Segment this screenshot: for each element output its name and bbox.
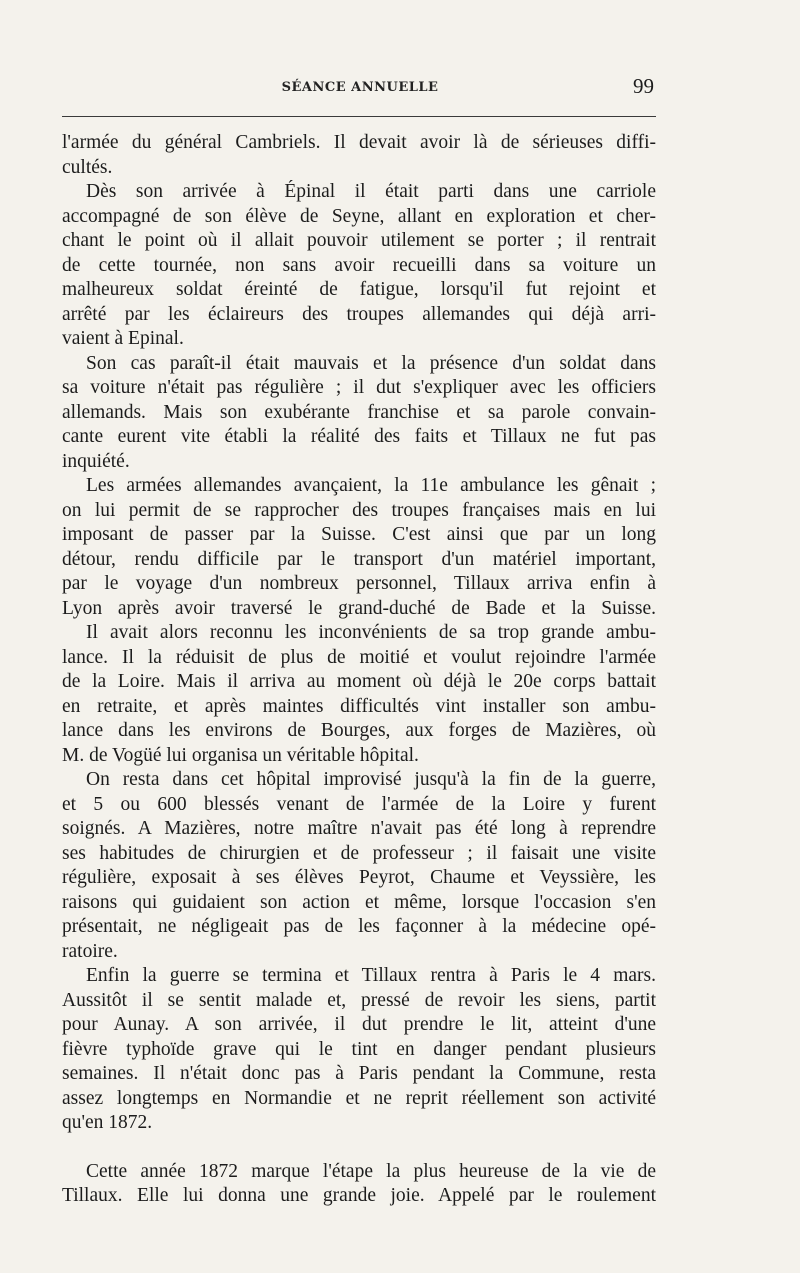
text-line: lance dans les environs de Bourges, aux forges de Mazières, où [62, 720, 656, 741]
text-line: fièvre typhoïde grave qui le tint en danger pendant plusieurs [62, 1038, 656, 1060]
text-line: par le voyage d'un nombreux personnel, Tillaux arriva enfin à [62, 573, 656, 594]
text-line: on lui permit de se rapprocher des troupes françaises mais en lui [62, 499, 656, 521]
text-line: Cette année 1872 marque l'étape la plus heureuse de la vie de [86, 1160, 656, 1182]
page-number: 99 [633, 74, 654, 98]
text-line: On resta dans cet hôpital improvisé jusqu'à la fin de la guerre, [86, 769, 656, 790]
text-line: de la Loire. Mais il arriva au moment où déjà le 20e corps battait [62, 671, 656, 692]
text-line: Son cas paraît-il était mauvais et la présence d'un soldat dans [86, 352, 656, 374]
text-line: semaines. Il n'était donc pas à Paris pendant la Commune, resta [62, 1063, 656, 1084]
text-line: pour Aunay. A son arrivée, il dut prendre le lit, atteint d'une [62, 1014, 656, 1035]
text-line: chant le point où il allait pouvoir utilement se porter ; il rentrait [62, 230, 656, 251]
text-line: Dès son arrivée à Épinal il était parti dans une carriole [86, 181, 656, 202]
text-line: présentait, ne négligeait pas de les façonner à la médecine opé- [62, 916, 656, 937]
text-line: allemands. Mais son exubérante franchise et sa parole convain- [62, 401, 656, 423]
text-line: Lyon après avoir traversé le grand-duché de Bade et la Suisse. [62, 597, 656, 619]
text-line: Tillaux. Elle lui donna une grande joie. Appelé par le roulement [62, 1185, 656, 1206]
text-line: raisons qui guidaient son action et même, lorsque l'occasion s'en [62, 891, 656, 913]
text-line: imposant de passer par la Suisse. C'est ainsi que par un long [62, 524, 656, 545]
text-line: sa voiture n'était pas régulière ; il dut s'expliquer avec les officiers [62, 377, 656, 398]
body-text [62, 131, 656, 1209]
page-header [62, 76, 658, 102]
text-line: soignés. A Mazières, notre maître n'avait pas été long à reprendre [62, 818, 656, 839]
text-line: détour, rendu difficile par le transport d'un matériel important, [62, 548, 656, 570]
text-line: cultés. [62, 156, 113, 178]
text-line: M. de Vogüé lui organisa un véritable hôpital. [62, 744, 419, 766]
paragraph-gap [62, 1136, 656, 1160]
text-line: arrêté par les éclaireurs des troupes allemandes qui déjà arri- [62, 303, 656, 325]
running-title: SÉANCE ANNUELLE [281, 80, 439, 95]
text-line: assez longtemps en Normandie et ne reprit réellement son activité [62, 1087, 656, 1109]
text-line: l'armée du général Cambriels. Il devait avoir là de sérieuses diffi- [62, 132, 656, 153]
text-line: inquiété. [62, 450, 130, 472]
text-line: lance. Il la réduisit de plus de moitié et voulut rejoindre l'armée [62, 646, 656, 668]
text-line: Enfin la guerre se termina et Tillaux rentra à Paris le 4 mars. [86, 965, 656, 986]
text-line: Aussitôt il se sentit malade et, pressé de revoir les siens, partit [62, 989, 656, 1011]
text-line: en retraite, et après maintes difficultés vint installer son ambu- [62, 695, 656, 717]
text-line: de cette tournée, non sans avoir recueilli dans sa voiture un [62, 254, 656, 276]
text-line: malheureux soldat éreinté de fatigue, lorsqu'il fut rejoint et [62, 279, 656, 300]
text-line: qu'en 1872. [62, 1112, 153, 1133]
text-line: cante eurent vite établi la réalité des faits et Tillaux ne fut pas [62, 426, 656, 447]
text-line: ratoire. [62, 940, 118, 962]
text-line: régulière, exposait à ses élèves Peyrot, Chaume et Veyssière, les [62, 867, 656, 888]
header-rule [62, 116, 656, 117]
text-line: accompagné de son élève de Seyne, allant en exploration et cher- [62, 205, 656, 227]
text-line: Les armées allemandes avançaient, la 11e ambulance les gênait ; [86, 475, 656, 496]
text-line: vaient à Epinal. [62, 328, 184, 349]
text-line: Il avait alors reconnu les inconvénients de sa trop grande ambu- [86, 622, 656, 643]
text-line: ses habitudes de chirurgien et de professeur ; il faisait une visite [62, 842, 656, 864]
text-line: et 5 ou 600 blessés venant de l'armée de la Loire y furent [62, 793, 656, 815]
